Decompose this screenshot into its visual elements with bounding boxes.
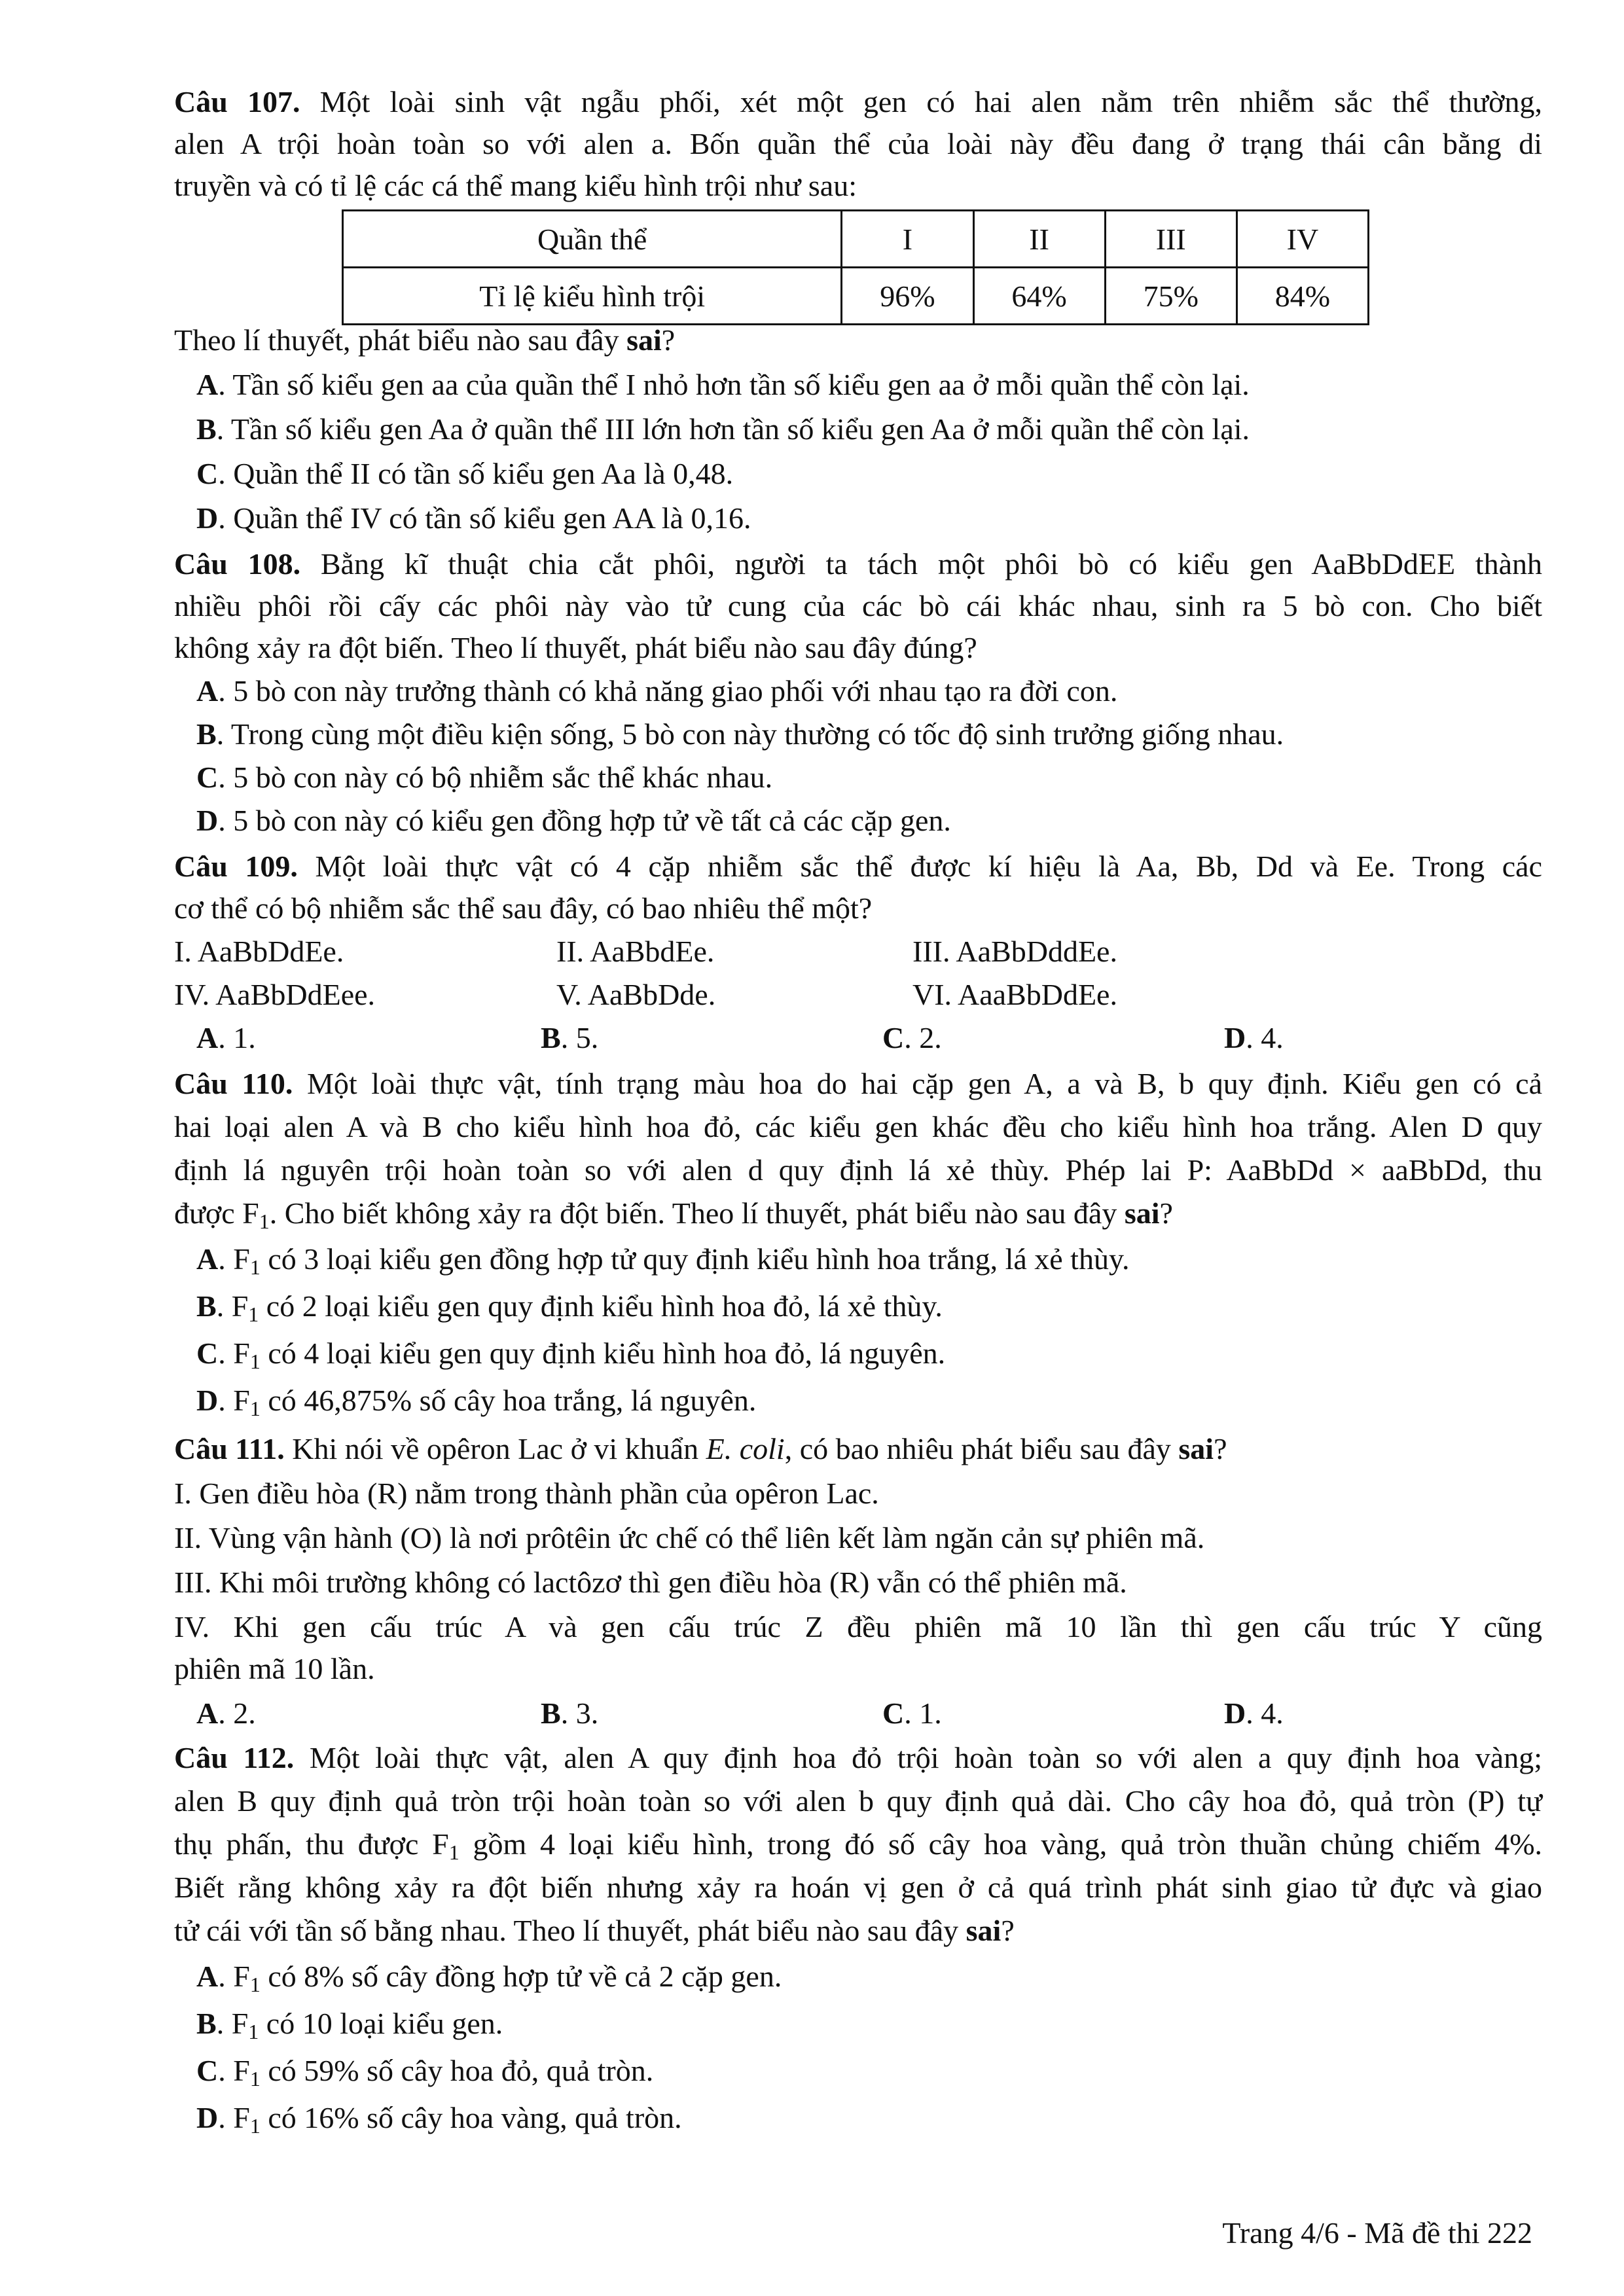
q109-item-2: II. AaBbdEe. [556,935,715,968]
table-cell: II [973,211,1105,268]
subscript: 1 [249,2114,261,2138]
q110-option-a[interactable]: A. $F_1$ có 3 loại kiểu gen đồng hợp tử quy định kiểu hình hoa trắng, lá xẻ thùy. [196,1242,1130,1279]
q108-line-3 [174,627,1542,669]
q111-answer-b[interactable] [541,1693,598,1734]
q109-answer-c[interactable] [882,1017,942,1059]
q108-option-a[interactable] [196,670,1117,712]
table-cell: 84% [1236,268,1368,325]
q109-item-3: III. AaBbDddEe. [912,935,1117,968]
option-key: C [196,2054,219,2087]
q107-question-mark: ? [661,323,676,357]
q111-statement-4-text-cont: phiên mã 10 lần. [174,1652,375,1685]
q112-line-1 [174,1737,1542,1779]
subscript: 1 [248,2020,259,2043]
option-key: C [196,761,219,794]
q107-question-text: Theo lí thuyết, phát biểu nào sau đây [174,323,627,357]
q111-line-1 [174,1428,1542,1470]
q112-text-2: alen B quy định quả tròn trội hoàn toàn so với alen b quy định quả dài. Cho cây hoa đỏ, quả tròn (P) tự [174,1784,1542,1818]
option-key: D [196,2101,219,2134]
q112-bold: sai [965,1914,1001,1947]
q108-label: Câu 108. [174,547,301,581]
option-text: . 2. [218,1696,256,1730]
q109-item-4: IV. AaBbDdEee. [174,978,376,1011]
q110-bold: sai [1124,1196,1160,1230]
q107-line-1 [174,81,1542,123]
option-text: có 2 loại kiểu gen quy định kiểu hình hoa đỏ, lá xẻ thùy. [259,1289,943,1323]
q110-label: Câu 110. [174,1067,293,1100]
q108-option-c[interactable] [196,757,772,798]
q110-line-4 [174,1193,1542,1234]
q112-option-c[interactable]: C. $F_1$ có 59% số cây hoa đỏ, quả tròn. [196,2054,654,2090]
subscript: 1 [249,1397,261,1420]
q112-text-3-post: gồm 4 loại kiểu hình, trong đó số cây hoa vàng, quả tròn thuần chủng chiếm 4%. [459,1827,1543,1861]
table-cell: Quần thể [343,211,842,268]
q112-question-mark: ? [1001,1914,1015,1947]
option-key: C [882,1696,905,1730]
q112-option-b[interactable]: B. $F_1$ có 10 loại kiểu gen. [196,2007,503,2043]
option-key: B [541,1021,561,1054]
q112-text-3: thụ phấn, thu được F [174,1827,449,1861]
option-text: . Tần số kiểu gen Aa ở quần thể III lớn hơn tần số kiểu gen Aa ở mỗi quần thể còn lại. [216,412,1250,446]
option-text: có 16% số cây hoa vàng, quả tròn. [260,2101,682,2134]
q109-item-6: VI. AaaBbDdEe. [912,978,1117,1011]
option-text: có 59% số cây hoa đỏ, quả tròn. [260,2054,654,2087]
q111-bold: sai [1178,1432,1214,1465]
q110-text-4: được F [174,1196,259,1230]
q111-italic: E. coli [706,1432,785,1465]
f-label: F [233,1960,250,1993]
q109-text-1: Một loài thực vật có 4 cặp nhiễm sắc thể được kí hiệu là Aa, Bb, Dd và Ee. Trong các [315,850,1542,883]
option-key: A [196,1021,219,1054]
subscript: 1 [248,1302,259,1326]
table-cell: 64% [973,268,1105,325]
f-label: F [233,2054,250,2087]
q111-statement-4 [174,1606,1542,1648]
option-key: B [196,1289,217,1323]
option-text: có 8% số cây đồng hợp tử về cả 2 cặp gen. [260,1960,782,1993]
table-header-row [343,211,1369,268]
option-key: B [196,717,217,751]
q108-text-1: Bằng kĩ thuật chia cắt phôi, người ta tách một phôi bò có kiểu gen AaBbDdEE thành [320,547,1543,581]
f-label: F [231,2007,249,2040]
subscript: 1 [448,1840,460,1864]
q107-text-3: truyền và có tỉ lệ các cá thể mang kiểu hình trội như sau: [174,169,857,202]
q111-statement-4-cont [174,1648,1542,1690]
option-key: C [882,1021,905,1054]
q108-line-2 [174,585,1542,627]
q107-label: Câu 107. [174,85,300,118]
option-text: có 3 loại kiểu gen đồng hợp tử quy định kiểu hình hoa trắng, lá xẻ thùy. [260,1242,1130,1276]
f-label: F [233,2101,250,2134]
option-text: có 4 loại kiểu gen quy định kiểu hình hoa đỏ, lá nguyên. [260,1336,946,1370]
q108-text-2: nhiều phôi rồi cấy các phôi này vào tử cung của các bò cái khác nhau, sinh ra 5 bò con. Cho biết [174,589,1542,622]
q107-option-b[interactable] [196,408,1250,450]
option-key: C [196,457,219,490]
q112-line-2 [174,1780,1542,1822]
subscript: 1 [249,1973,261,1996]
q107-text-2: alen A trội hoàn toàn so với alen a. Bốn quần thể của loài này đều đang ở trạng thái cân bằng di [174,127,1542,160]
q111-answer-a[interactable] [196,1693,256,1734]
q112-option-a[interactable]: A. $F_1$ có 8% số cây đồng hợp tử về cả 2 cặp gen. [196,1960,782,1996]
option-text: . 3. [560,1696,599,1730]
q107-option-a[interactable] [196,364,1250,406]
q109-answer-b[interactable] [541,1017,598,1059]
q111-text-1: Khi nói về opêron Lac ở vi khuẩn [292,1432,706,1465]
option-key: A [196,1242,219,1276]
q107-line-3 [174,165,1542,207]
subscript: 1 [249,2067,261,2090]
subscript: 1 [249,1350,261,1373]
option-text: . 1. [218,1021,256,1054]
q107-option-d[interactable] [196,497,751,539]
population-table [342,209,1369,325]
option-text: . 2. [904,1021,942,1054]
q108-line-1 [174,543,1542,585]
option-text: . 5 bò con này có kiểu gen đồng hợp tử về tất cả các cặp gen. [218,804,951,837]
option-key: A [196,368,219,401]
q112-line-5 [174,1910,1542,1952]
q109-item-5: V. AaBbDde. [556,978,716,1011]
option-text: . 4. [1246,1696,1284,1730]
table-cell: I [842,211,973,268]
option-key: D [1224,1021,1246,1054]
table-cell: Tỉ lệ kiểu hình trội [343,268,842,325]
option-key: B [196,412,217,446]
q110-text-1: Một loài thực vật, tính trạng màu hoa do hai cặp gen A, a và B, b quy định. Kiểu gen có cả [306,1067,1543,1100]
q110-line-3 [174,1149,1542,1191]
q109-label: Câu 109. [174,850,298,883]
q110-text-3: định lá nguyên trội hoàn toàn so với alen d quy định lá xẻ thùy. Phép lai P: AaBbDd × aaBbDd, thu [174,1153,1542,1187]
q112-text-4: Biết rằng không xảy ra đột biến nhưng xảy ra hoán vị gen ở cả quá trình phát sinh giao tử đực và giao [174,1871,1542,1904]
q107-option-c[interactable] [196,453,733,495]
option-text: . 5 bò con này trưởng thành có khả năng giao phối với nhau tạo ra đời con. [218,674,1118,708]
option-key: D [196,804,219,837]
table-row [343,268,1369,325]
option-key: A [196,674,219,708]
q111-answer-d[interactable] [1224,1693,1284,1734]
q112-option-d[interactable]: D. $F_1$ có 16% số cây hoa vàng, quả tròn. [196,2101,682,2138]
q112-text-5: tử cái với tần số bằng nhau. Theo lí thuyết, phát biểu nào sau đây [174,1914,966,1947]
q112-label: Câu 112. [174,1741,295,1774]
option-text: . Quần thể II có tần số kiểu gen Aa là 0,48. [218,457,734,490]
q108-option-b[interactable] [196,713,1284,755]
option-text: . Trong cùng một điều kiện sống, 5 bò con này thường có tốc độ sinh trưởng giống nhau. [216,717,1284,751]
q111-statement-3: III. Khi môi trường không có lactôzơ thì gen điều hòa (R) vẫn có thể phiên mã. [174,1566,1127,1599]
option-text: có 46,875% số cây hoa trắng, lá nguyên. [260,1384,757,1417]
q110-option-d[interactable]: D. $F_1$ có 46,875% số cây hoa trắng, lá nguyên. [196,1384,757,1420]
q109-answer-d[interactable] [1224,1017,1284,1059]
q111-statement-2: II. Vùng vận hành (O) là nơi prôtêin ức chế có thể liên kết làm ngăn cản sự phiên mã. [174,1521,1205,1554]
subscript: 1 [259,1210,270,1233]
option-key: B [196,2007,217,2040]
q111-text-1-mid: , có bao nhiêu phát biểu sau đây [784,1432,1179,1465]
option-key: C [196,1336,219,1370]
option-key: D [1224,1696,1246,1730]
q110-question-mark: ? [1159,1196,1173,1230]
table-cell: 75% [1105,268,1236,325]
q109-line-2 [174,888,1542,929]
f-label: F [231,1289,249,1323]
q107-question-bold: sai [626,323,662,357]
q107-question [174,319,1542,361]
q107-text-1: Một loài sinh vật ngẫu phối, xét một gen có hai alen nằm trên nhiễm sắc thể thường, [319,85,1542,118]
q109-text-2: cơ thể có bộ nhiễm sắc thể sau đây, có bao nhiêu thể một? [174,891,873,925]
q110-text-2: hai loại alen A và B cho kiểu hình hoa đỏ, các kiểu gen khác đều cho kiểu hình hoa trắng. Alen D quy [174,1110,1542,1143]
q110-option-c[interactable]: C. $F_1$ có 4 loại kiểu gen quy định kiểu hình hoa đỏ, lá nguyên. [196,1336,946,1373]
q110-text-4-mid: . Cho biết không xảy ra đột biến. Theo lí thuyết, phát biểu nào sau đây [269,1196,1125,1230]
q110-option-b[interactable]: B. $F_1$ có 2 loại kiểu gen quy định kiểu hình hoa đỏ, lá xẻ thùy. [196,1289,943,1326]
option-key: D [196,1384,219,1417]
q112-text-1: Một loài thực vật, alen A quy định hoa đỏ trội hoàn toàn so với alen a quy định hoa vàng; [309,1741,1543,1774]
option-text: . 4. [1246,1021,1284,1054]
q111-statement-4-text: IV. Khi gen cấu trúc A và gen cấu trúc Z đều phiên mã 10 lần thì gen cấu trúc Y cũng [174,1610,1542,1643]
table-cell: III [1105,211,1236,268]
option-text: . 5. [560,1021,599,1054]
q112-line-3 [174,1823,1542,1865]
table-cell: 96% [842,268,973,325]
option-key: D [196,501,219,535]
q108-text-3: không xảy ra đột biến. Theo lí thuyết, phát biểu nào sau đây đúng? [174,631,977,664]
q110-line-1 [174,1063,1542,1105]
option-text: . 5 bò con này có bộ nhiễm sắc thể khác nhau. [218,761,773,794]
q112-line-4 [174,1867,1542,1909]
q111-answer-c[interactable] [882,1693,942,1734]
table-cell: IV [1236,211,1368,268]
q109-item-1: I. AaBbDdEe. [174,935,344,968]
q111-label: Câu 111. [174,1432,285,1465]
f-label: F [233,1384,250,1417]
subscript: 1 [249,1255,261,1279]
option-text: . Tần số kiểu gen aa của quần thể I nhỏ hơn tần số kiểu gen aa ở mỗi quần thể còn lại. [218,368,1250,401]
option-text: . Quần thể IV có tần số kiểu gen AA là 0,16. [218,501,751,535]
q111-question-mark: ? [1214,1432,1227,1465]
q110-line-2 [174,1106,1542,1148]
option-key: A [196,1960,219,1993]
q109-line-1 [174,846,1542,888]
page-footer: Trang 4/6 - Mã đề thi 222 [1222,2216,1532,2250]
f-label: F [233,1242,250,1276]
option-key: A [196,1696,219,1730]
option-text: có 10 loại kiểu gen. [259,2007,503,2040]
f-label: F [233,1336,250,1370]
option-key: B [541,1696,561,1730]
q108-option-d[interactable] [196,800,951,842]
q109-answer-a[interactable] [196,1017,256,1059]
q111-statement-1: I. Gen điều hòa (R) nằm trong thành phần của opêron Lac. [174,1477,879,1510]
option-text: . 1. [904,1696,942,1730]
q107-line-2 [174,123,1542,165]
